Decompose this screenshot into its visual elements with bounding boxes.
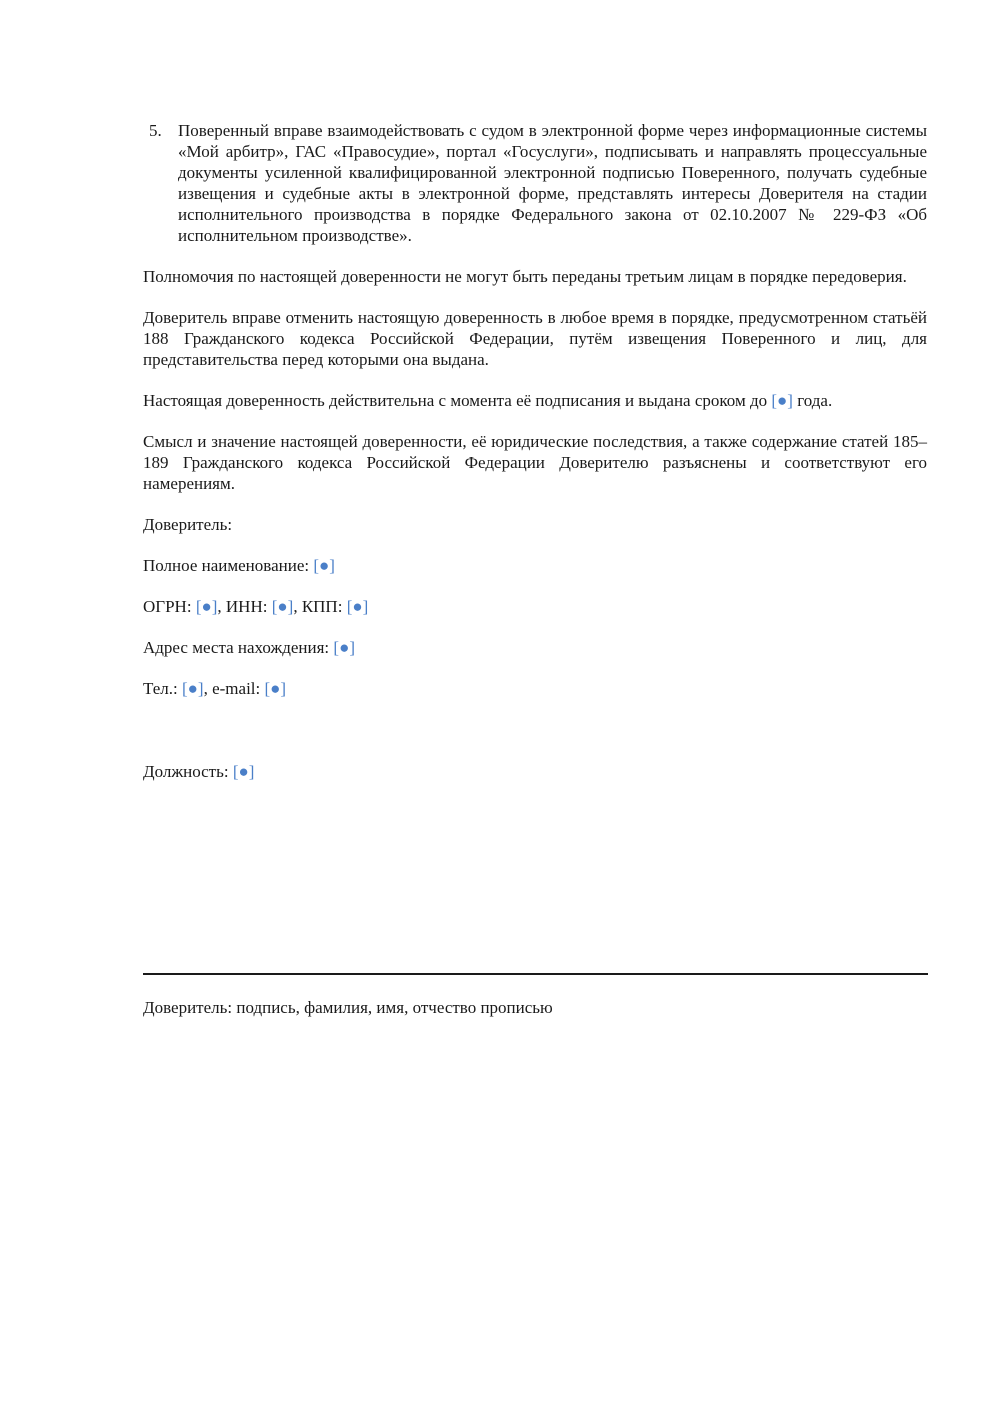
inn-placeholder[interactable]: [●]: [271, 597, 294, 616]
address-placeholder[interactable]: [●]: [333, 638, 355, 657]
validity-paragraph: [143, 390, 927, 411]
no-transfer-paragraph: Полномочия по настоящей доверенности не могут быть переданы третьим лицам в порядке передоверия.: [143, 267, 907, 286]
clause-5: [143, 120, 927, 246]
validity-text-start: Настоящая доверенность действительна с момента её подписания и выдана сроком до: [143, 391, 772, 410]
position-field: [143, 761, 927, 782]
clause-text: Поверенный вправе взаимодействовать с судом в электронной форме через информационные системы «Мой арбитр», ГАС «Правосудие», портал «Госуслуги», подписывать и направлять процессуальные документы усиленной квалифицированной электронной подписью Поверенного, получать судебные извещения и судебные акты в электронной форме, представлять интересы Доверителя на стадии исполнительного производства в порядке Федерального закона от 02.10.2007 № 229-ФЗ «Об исполнительном производстве».: [178, 121, 927, 245]
phone-label: Тел.:: [143, 679, 182, 698]
email-placeholder[interactable]: [●]: [264, 679, 287, 698]
signature-line: [143, 973, 928, 975]
address-label: Адрес места нахождения:: [143, 638, 334, 657]
revocation-paragraph: Доверитель вправе отменить настоящую доверенность в любое время в порядке, предусмотренном статьёй 188 Гражданского кодекса Российской Федерации, путём извещения Поверенного и лиц, для представительства перед которыми она выдана.: [143, 308, 927, 369]
position-placeholder[interactable]: [●]: [232, 762, 255, 781]
signer-heading: Доверитель:: [143, 515, 233, 534]
ogrn-placeholder[interactable]: [●]: [195, 597, 218, 616]
kpp-label: , КПП:: [293, 597, 347, 616]
full-name-field: [143, 555, 927, 576]
phone-placeholder[interactable]: [●]: [182, 679, 204, 698]
registration-field: [143, 596, 927, 617]
validity-text-end: года.: [792, 391, 833, 410]
kpp-placeholder[interactable]: [●]: [346, 597, 369, 616]
full-name-placeholder[interactable]: [●]: [313, 556, 335, 575]
address-field: [143, 637, 927, 658]
full-name-label: Полное наименование:: [143, 556, 314, 575]
position-label: Должность:: [143, 762, 233, 781]
signature-caption: Доверитель: подпись, фамилия, имя, отчество прописью: [143, 998, 553, 1017]
inn-label: , ИНН:: [217, 597, 272, 616]
ogrn-label: ОГРН:: [143, 597, 196, 616]
email-label: , e-mail:: [203, 679, 265, 698]
explained-paragraph: Смысл и значение настоящей доверенности, её юридические последствия, а также содержание статей 185–189 Гражданского кодекса Российской Федерации Доверителю разъяснены и соответствуют его намерениям.: [143, 432, 927, 493]
document-page: [143, 120, 927, 802]
contacts-field: [143, 678, 927, 699]
clause-number: 5.: [149, 121, 162, 140]
validity-date-placeholder[interactable]: [●]: [771, 391, 793, 410]
